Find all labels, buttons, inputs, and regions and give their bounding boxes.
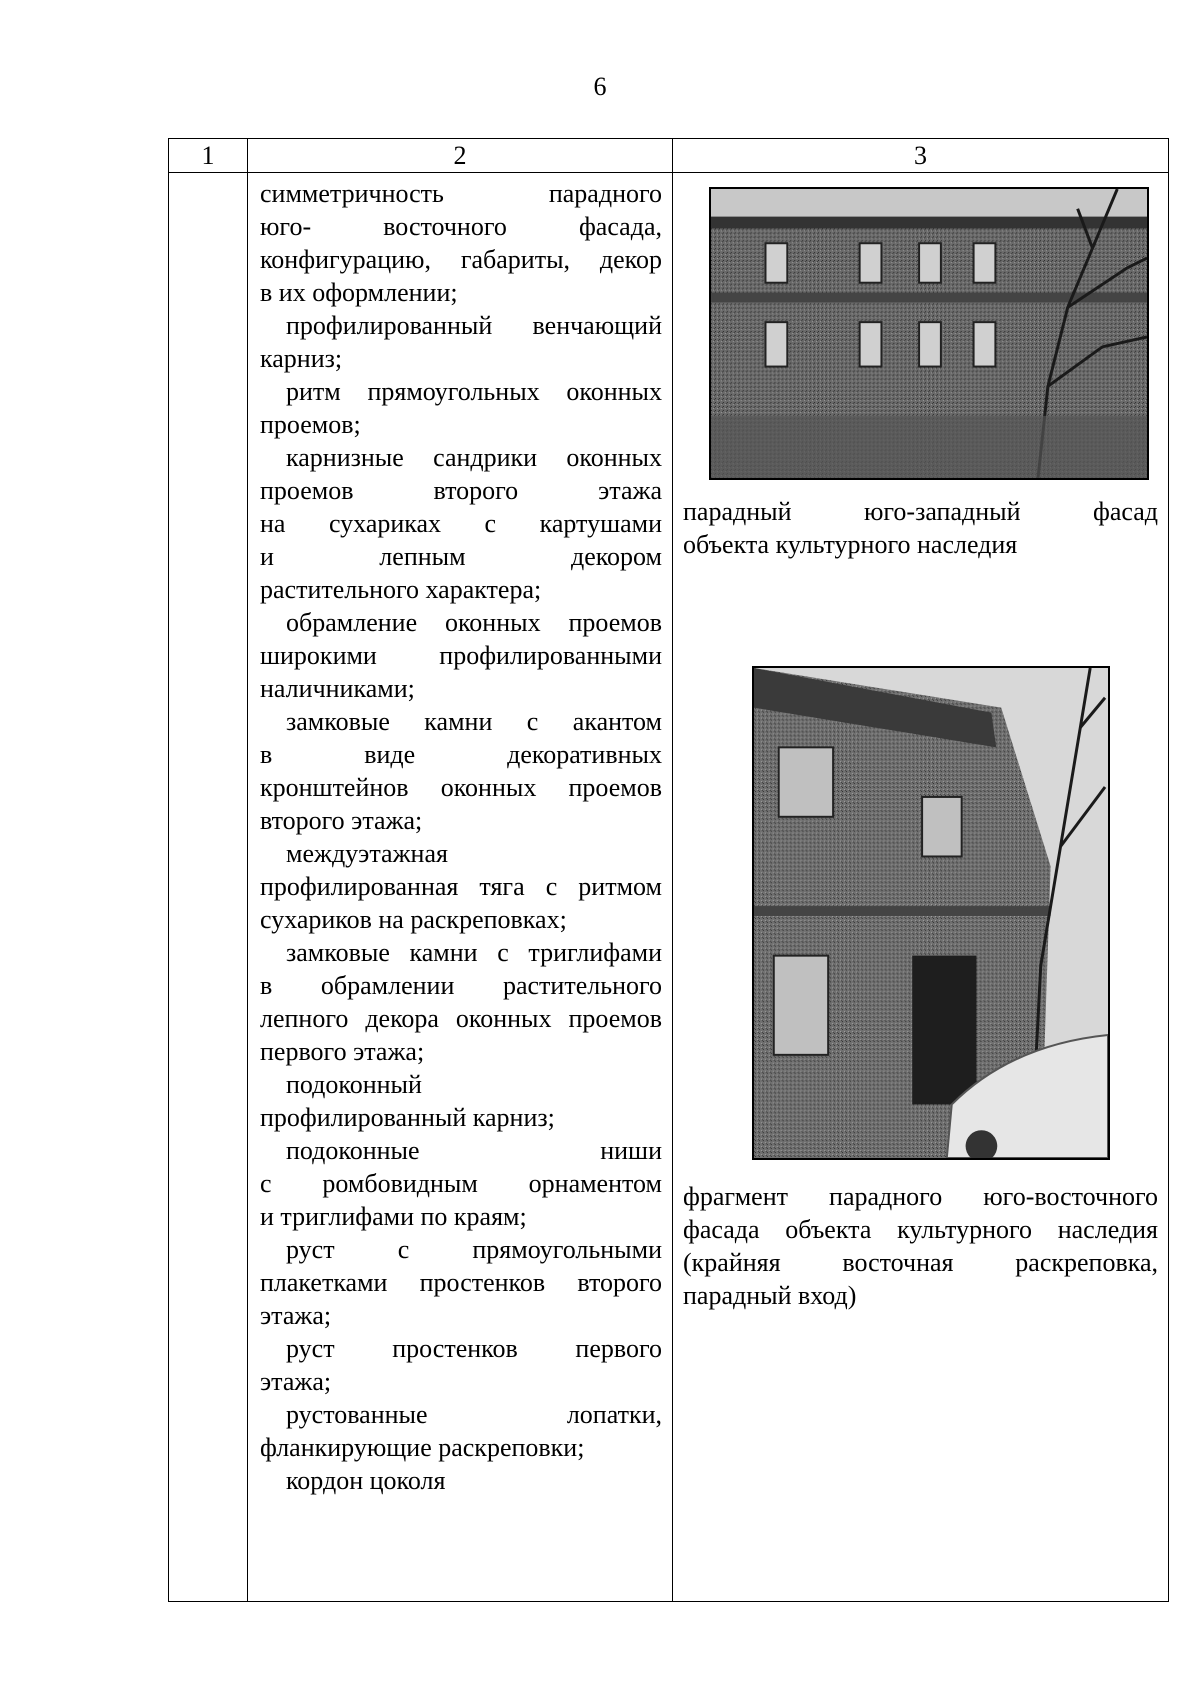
features-cell [248, 173, 673, 1602]
photo1-caption-line-1: парадный юго-западный фасад [683, 497, 1158, 526]
feature-line: ритм прямоугольных оконных [286, 377, 662, 406]
photo2-caption-line-4: парадный вход) [683, 1281, 857, 1310]
feature-line: широкими профилированными [260, 641, 662, 670]
feature-line: и лепным декором [260, 542, 662, 571]
feature-line: первого этажа; [260, 1037, 425, 1066]
feature-line: лепного декора оконных проемов [260, 1004, 662, 1033]
col-1-cell [169, 173, 248, 1602]
table-header-row [169, 139, 1169, 173]
feature-line: сухариков на раскреповках; [260, 905, 567, 934]
photo2-caption [683, 1180, 1158, 1312]
feature-line: междуэтажная [286, 839, 448, 868]
feature-line: в обрамлении растительного [260, 971, 662, 1000]
photos-cell [673, 173, 1169, 1602]
feature-line: замковые камни с триглифами [286, 938, 662, 967]
feature-line: плакетками простенков второго [260, 1268, 662, 1297]
feature-line: профилированный карниз; [260, 1103, 555, 1132]
feature-line: этажа; [260, 1301, 332, 1330]
feature-line: на сухариках с картушами [260, 509, 662, 538]
feature-line: в их оформлении; [260, 278, 458, 307]
header-col-1: 1 [169, 139, 248, 173]
feature-line: фланкирующие раскреповки; [260, 1433, 585, 1462]
monument-table [168, 138, 1169, 1602]
feature-line: в виде декоративных [260, 740, 662, 769]
feature-line: рустованные лопатки, [286, 1400, 662, 1429]
table-body-row [169, 173, 1169, 1602]
feature-line: этажа; [260, 1367, 332, 1396]
page-number: 6 [593, 72, 607, 101]
feature-line: подоконный [286, 1070, 422, 1099]
feature-line: растительного характера; [260, 575, 542, 604]
photo1-caption-line-2: объекта культурного наследия [683, 530, 1018, 559]
feature-line: кордон цоколя [286, 1466, 446, 1495]
feature-line: обрамление оконных проемов [286, 608, 662, 637]
feature-line: наличниками; [260, 674, 415, 703]
feature-line: конфигурацию, габариты, декор [260, 245, 662, 274]
feature-line: профилированная тяга с ритмом [260, 872, 662, 901]
feature-line: профилированный венчающий [286, 311, 662, 340]
feature-line: руст с прямоугольными [286, 1235, 662, 1264]
feature-line: карниз; [260, 344, 343, 373]
feature-line: кронштейнов оконных проемов [260, 773, 662, 802]
photo1-caption [683, 495, 1158, 561]
feature-line: замковые камни с акантом [286, 707, 662, 736]
features-list [260, 177, 662, 1497]
feature-line: карнизные сандрики оконных [286, 443, 662, 472]
feature-line: руст простенков первого [286, 1334, 662, 1363]
feature-line: юго- восточного фасада, [260, 212, 662, 241]
photo2-caption-line-2: фасада объекта культурного наследия [683, 1215, 1158, 1244]
facade-southeast-entrance-photo [752, 666, 1110, 1160]
feature-line: проемов; [260, 410, 361, 439]
feature-line: симметричность парадного [260, 179, 662, 208]
photo2-caption-line-3: (крайняя восточная раскреповка, [683, 1248, 1158, 1277]
photo2-caption-line-1: фрагмент парадного юго-восточного [683, 1182, 1158, 1211]
feature-line: и триглифами по краям; [260, 1202, 527, 1231]
feature-line: с ромбовидным орнаментом [260, 1169, 662, 1198]
feature-line: подоконные ниши [286, 1136, 662, 1165]
feature-line: проемов второго этажа [260, 476, 662, 505]
header-col-2: 2 [248, 139, 673, 173]
facade-southwest-photo [709, 187, 1149, 480]
feature-line: второго этажа; [260, 806, 423, 835]
header-col-3: 3 [673, 139, 1169, 173]
